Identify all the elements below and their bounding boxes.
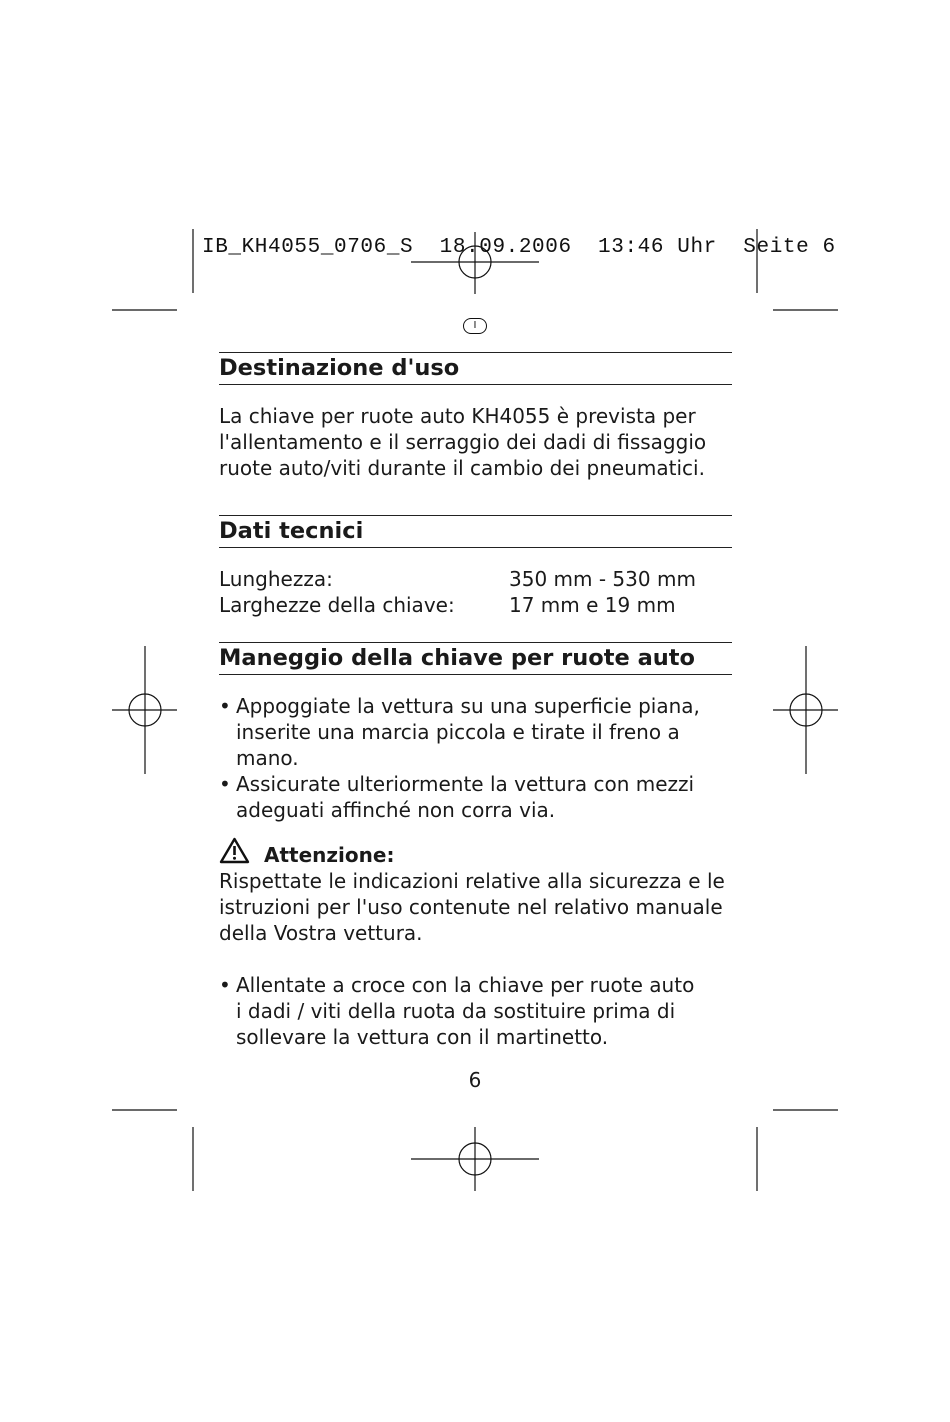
list-item: • Appoggiate la vettura su una superficie piana, inserite una marcia piccola e tirate il freno a mano. <box>219 694 700 770</box>
section-title-destinazione: Destinazione d'uso <box>219 352 732 385</box>
spec-row <box>219 566 732 592</box>
spec-label: Lunghezza: <box>219 567 333 591</box>
body-line: ruote auto/viti durante il cambio dei pneumatici. <box>219 456 705 480</box>
section-title-maneggio: Maneggio della chiave per ruote auto <box>219 642 732 675</box>
instruction-list <box>219 972 732 1050</box>
print-slug: IB_KH4055_0706_S 18.09.2006 13:46 Uhr Seite 6 <box>202 236 836 259</box>
body-line: La chiave per ruote auto KH4055 è prevista per <box>219 404 696 428</box>
bullet-icon: • <box>219 973 231 997</box>
registration-target-icon <box>112 646 177 774</box>
registration-target-icon <box>411 232 539 294</box>
warning-triangle-icon <box>219 837 250 864</box>
body-line: l'allentamento e il serraggio dei dadi di fissaggio <box>219 430 707 454</box>
body-line: della Vostra vettura. <box>219 921 423 945</box>
body-line: Rispettate le indicazioni relative alla sicurezza e le <box>219 869 725 893</box>
registration-target-icon <box>773 646 838 774</box>
page-content <box>219 352 732 1050</box>
spec-value: 350 mm - 530 mm <box>509 567 696 591</box>
language-badge: I <box>463 318 487 334</box>
spec-value: 17 mm e 19 mm <box>509 593 676 617</box>
list-item: • Assicurate ulteriormente la vettura con mezzi adeguati affinché non corra via. <box>219 772 695 822</box>
warning-heading <box>219 837 732 868</box>
page-number: 6 <box>468 1068 482 1092</box>
body-line: istruzioni per l'uso contenute nel relativo manuale <box>219 895 723 919</box>
instruction-list <box>219 693 732 823</box>
spec-label: Larghezze della chiave: <box>219 593 455 617</box>
list-item: • Allentate a croce con la chiave per ruote auto i dadi / viti della ruota da sostituire prima di sollevare la vettura con il martinetto. <box>219 973 695 1049</box>
registration-target-icon <box>411 1127 539 1191</box>
spec-row <box>219 592 732 618</box>
section-title-dati-tecnici: Dati tecnici <box>219 515 732 548</box>
bullet-icon: • <box>219 694 231 718</box>
warning-label: Attenzione: <box>264 843 395 867</box>
bullet-icon: • <box>219 772 231 796</box>
